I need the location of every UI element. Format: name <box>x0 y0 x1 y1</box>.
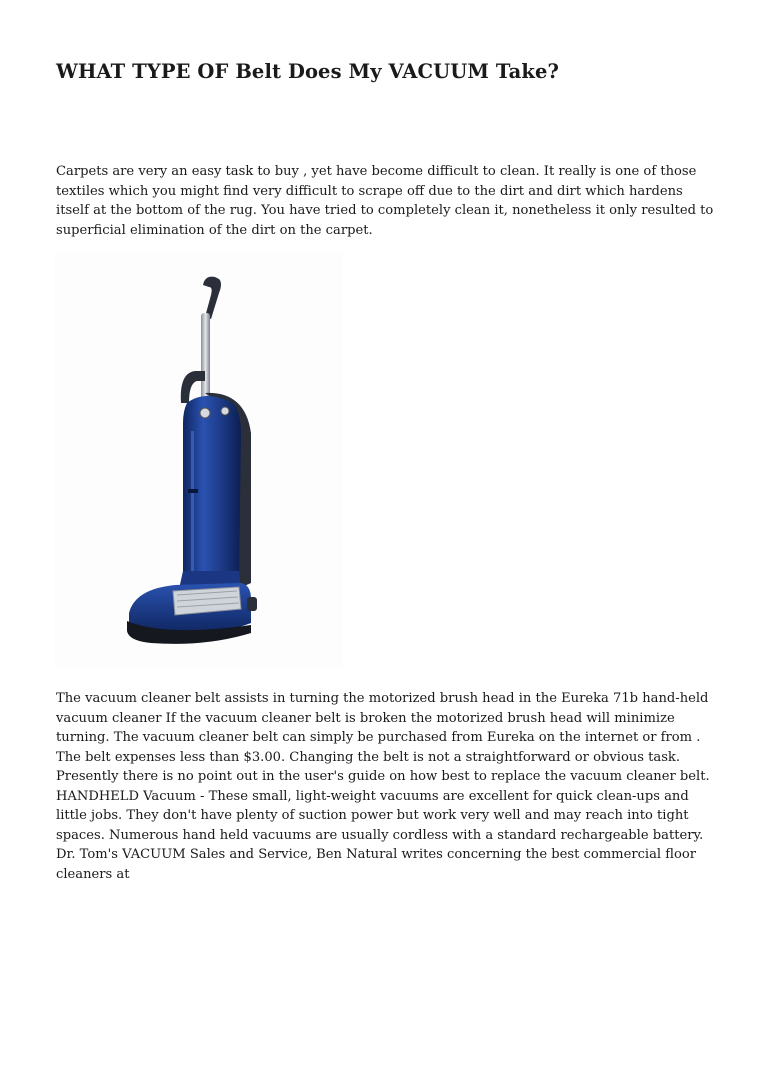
belt-paragraph: The vacuum cleaner belt assists in turning the motorized brush head in the Eureka 71b hand-held vacuum cleaner If the vacuum cleaner belt is broken the motorized brush head will minimize turning. The vacuum cleaner belt can simply be purchased from Eureka on the internet or from . The belt expenses less than $3.00. Changing the belt is not a straightforward or obvious task. Presently there is no point out in the user's guide on how best to replace the vacuum cleaner belt. HANDHELD Vacuum - These small, light-weight vacuums are excellent for quick clean-ups and little jobs. They don't have plenty of suction power but work very well and may reach into tight spaces. Numerous hand held vacuums are usually cordless with a standard rechargeable battery. Dr. Tom's VACUUM Sales and Service, Ben Natural writes concerning the best commercial floor cleaners at <box>56 691 710 882</box>
intro-paragraph: Carpets are very an easy task to buy , yet have become difficult to clean. It really is one of those textiles which you might find very difficult to scrape off due to the dirt and dirt which hardens itself at the bottom of the rug. You have tried to completely clean it, nonetheless it only resulted to superficial elimination of the dirt on the carpet. <box>56 164 714 238</box>
page-title: WHAT TYPE OF Belt Does My VACUUM Take? <box>56 60 560 83</box>
handle-grip-icon <box>203 277 221 319</box>
vacuum-cleaner-image <box>55 253 343 669</box>
